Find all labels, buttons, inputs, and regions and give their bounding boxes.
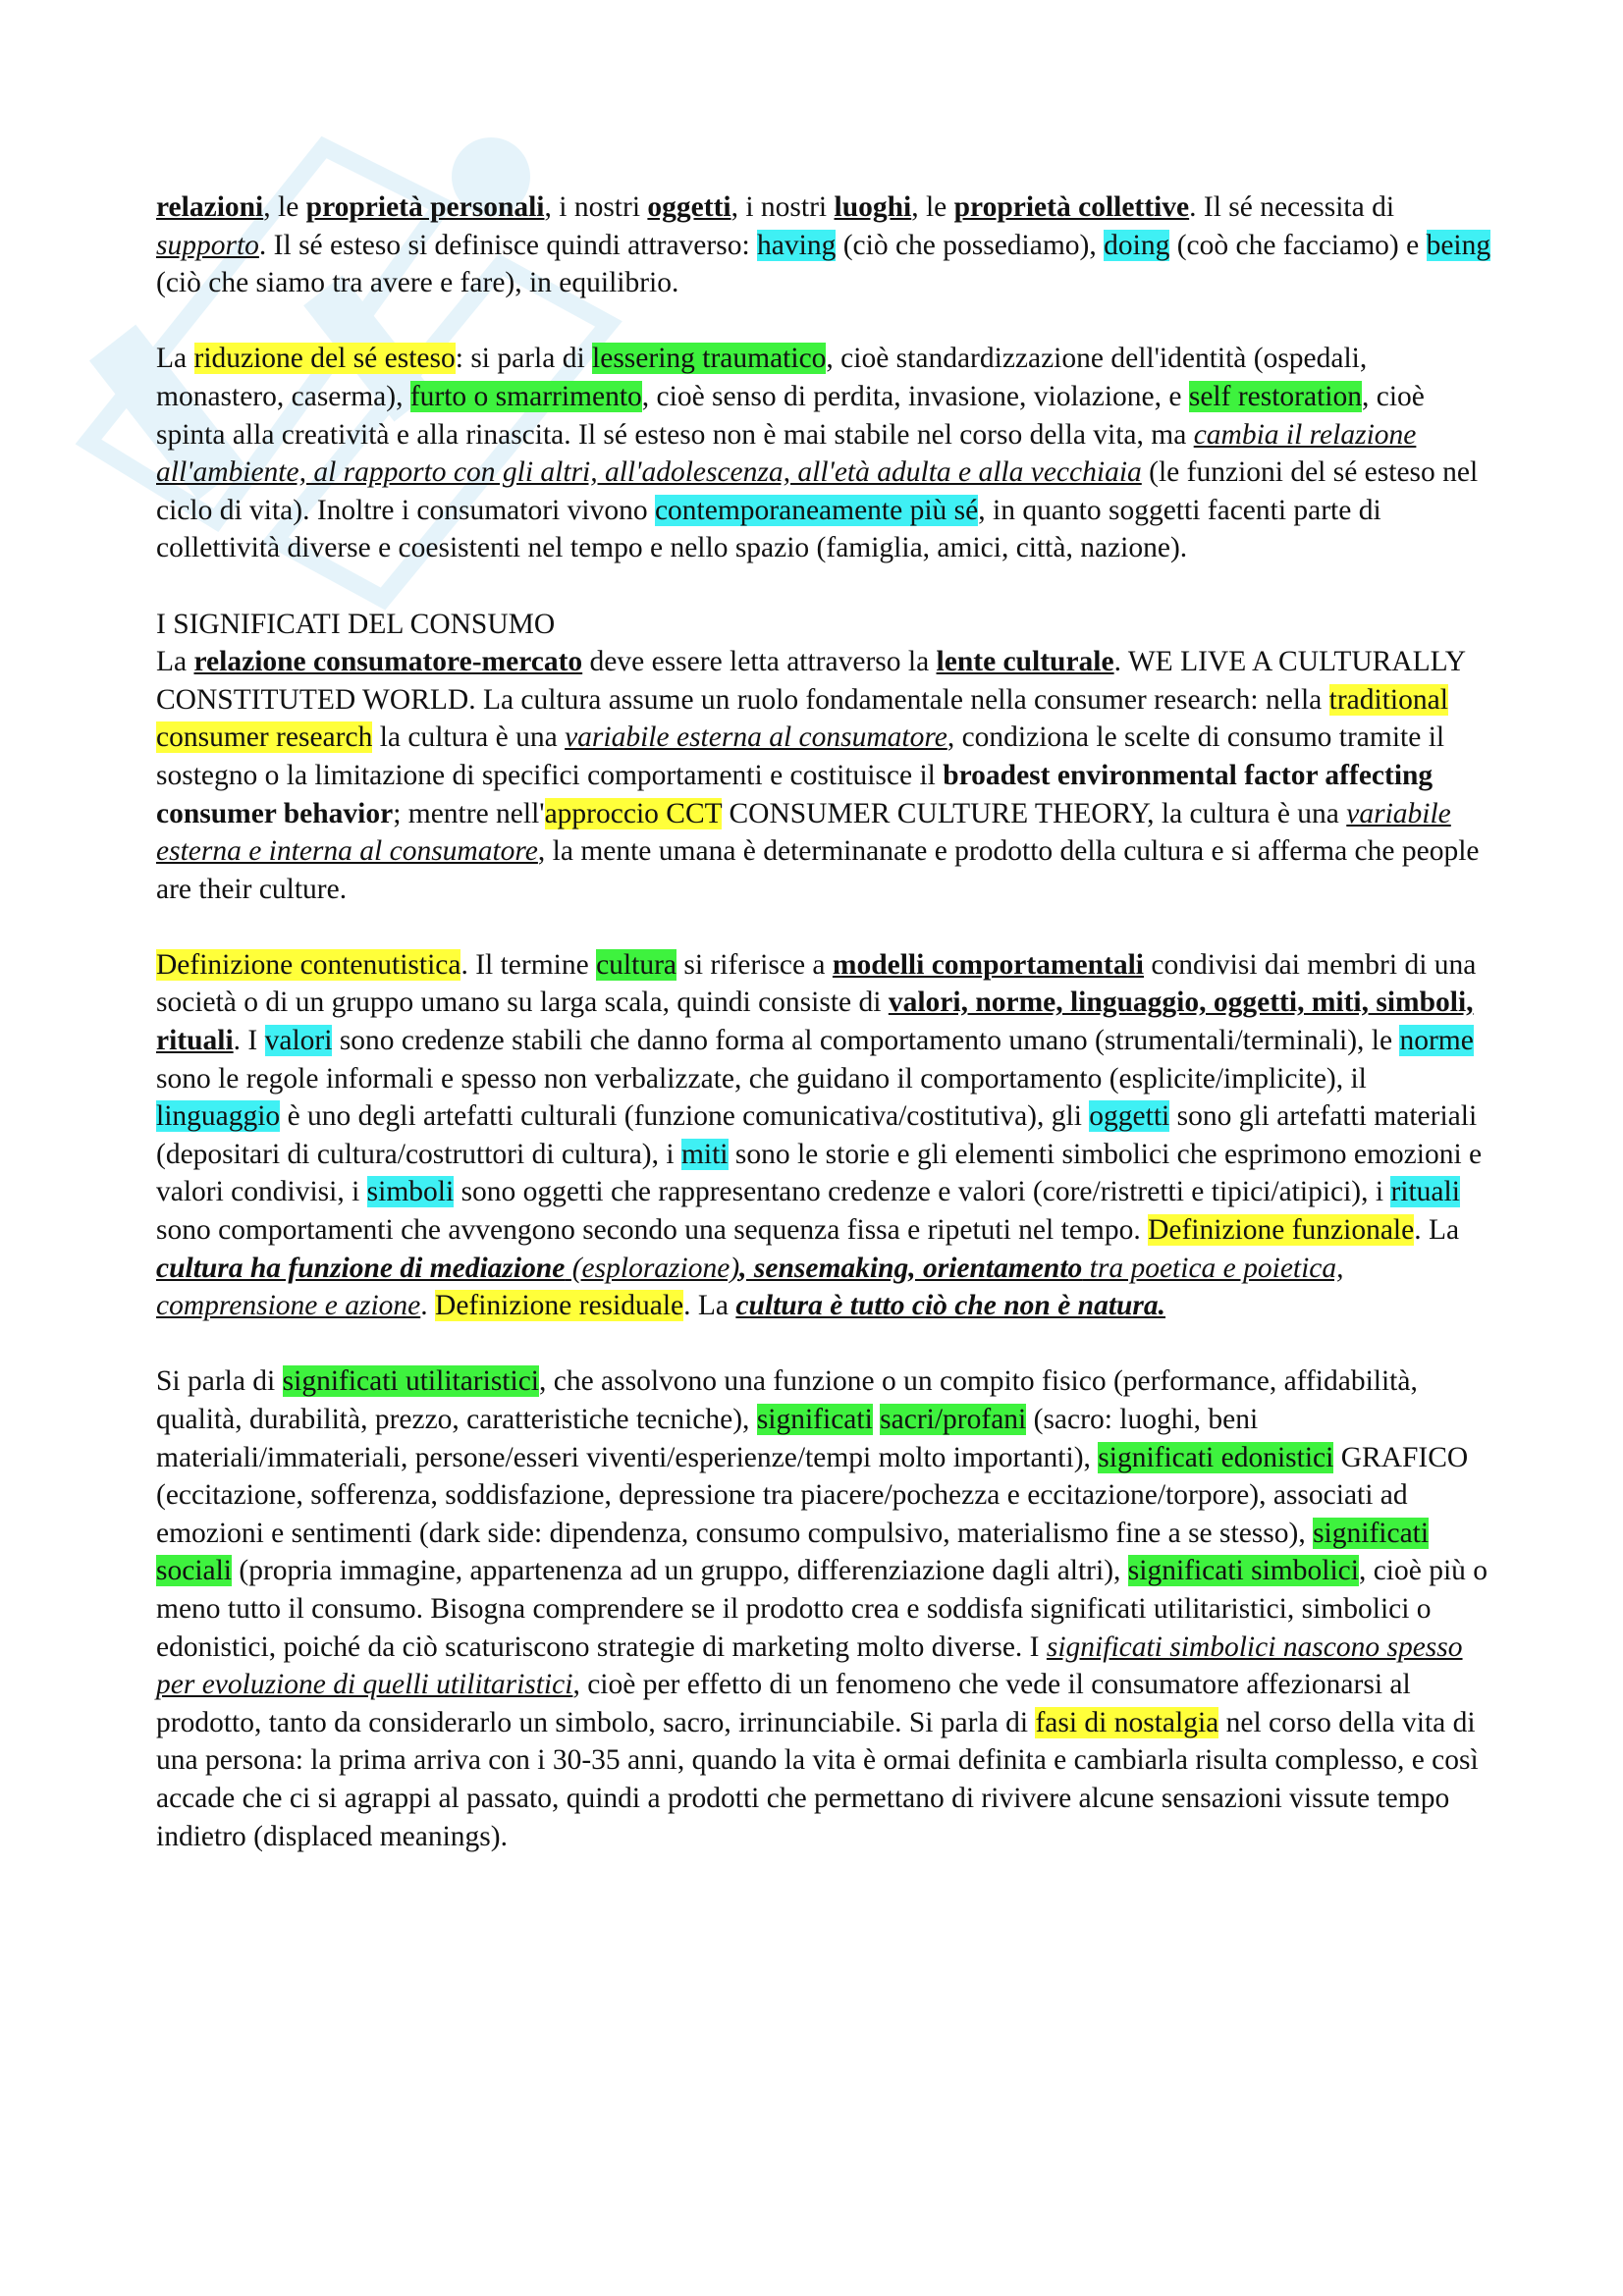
text-run: . Il sé esteso si definisce quindi attraverso: [258,229,758,261]
paragraph-3 [156,606,1491,909]
highlighted-text: valori [264,1025,333,1057]
text-run: . WE LIVE A CULTURALLY CONSTITUTED WORLD. La cultura assume un ruolo fondamentale nella consumer research: nella [156,646,1465,716]
highlighted-text: self restoration [1188,380,1362,412]
emphasized-text: variabile esterna e interna al consumatore [156,797,1451,868]
text-run: GRAFICO (eccitazione, sofferenza, soddisfazione, depressione tra piacere/pochezza e eccitazione/torpore), associati ad emozioni e sentimenti (dark side: dipendenza, consumo compulsivo, materialismo fine a se stesso), [156,1441,1469,1549]
text-run: La [156,343,194,375]
highlighted-text: significati simbolici [1127,1555,1359,1587]
text-run: condivisi dai membri di una società o di un gruppo umano su larga scala, quindi consiste di [156,948,1477,1019]
highlighted-text: cultura [596,948,676,981]
text-run: , cioè spinta alla creatività e alla rinascita. Il sé esteso non è mai stabile nel corso della vita, ma [156,380,1425,451]
emphasized-text: proprietà personali [305,191,545,223]
emphasized-text: variabile esterna al consumatore [565,721,947,754]
text-run: : si parla di [455,343,593,375]
highlighted-text: Definizione residuale [435,1290,684,1322]
highlighted-text: significati [756,1404,873,1435]
text-run: . [420,1290,436,1322]
highlighted-text: fasi di nostalgia [1035,1706,1219,1738]
text-run: La [156,646,194,678]
text-run: sono gli artefatti materiali (depositari di cultura/costruttori di cultura), i [156,1100,1478,1170]
text-run: sono le storie e gli elementi simbolici che esprimono emozioni e valori condivisi, i [156,1138,1483,1208]
emphasized-text: relazioni [156,191,264,223]
text-run: , cioè più o meno tutto il consumo. Bisogna comprendere se il prodotto crea e soddisfa significati utilitaristici, simbolici o edonistici, poiché da ciò scaturiscono strategie di marketing molto diverse. I [156,1555,1488,1663]
highlighted-text: significati sociali [156,1517,1430,1587]
highlighted-text: lessering traumatico [592,343,827,375]
text-run: , la mente umana è determinanate e prodotto della cultura e si afferma che people are their culture. [156,835,1480,905]
emphasized-text: valori, norme, linguaggio, oggetti, miti, simboli, rituali [156,987,1474,1057]
text-run: . La [1414,1214,1460,1247]
paragraph-4 [156,946,1491,1325]
text-run: (propria immagine, appartenenza ad un gruppo, differenziazione dagli altri), [232,1555,1128,1587]
highlighted-text: oggetti [1089,1100,1170,1133]
text-run: . I [233,1025,265,1057]
emphasized-text: luoghi [834,191,912,223]
highlighted-text: doing [1104,229,1170,261]
text-run: . Il sé necessita di [1189,191,1395,223]
emphasized-text: cultura ha funzione di mediazione [156,1252,566,1284]
emphasized-text: (esplorazione) [565,1252,740,1284]
text-run: CONSUMER CULTURE THEORY, la cultura è una [722,797,1347,829]
highlighted-text: significati utilitaristici [282,1365,539,1398]
highlighted-text: riduzione del sé esteso [193,343,456,375]
text-run: . Il termine [460,948,597,981]
text-run: , cioè senso di perdita, invasione, violazione, e [641,380,1189,412]
text-run: è uno degli artefatti culturali (funzione comunicativa/costitutiva), gli [280,1100,1090,1133]
paragraph-5 [156,1362,1491,1855]
highlighted-text: miti [680,1138,729,1170]
highlighted-text: contemporaneamente più sé [654,494,979,526]
highlighted-text: norme [1399,1025,1474,1057]
text-run: Si parla di [156,1365,283,1398]
highlighted-text: traditional consumer research [156,683,1448,754]
highlighted-text: rituali [1390,1176,1460,1208]
paragraph-2 [156,340,1491,567]
text-run: . La [683,1290,736,1322]
text-run: (ciò che possediamo), [836,229,1105,261]
highlighted-text: linguaggio [156,1100,281,1133]
emphasized-text: tra poetica e poietica, comprensione e azione [156,1252,1344,1322]
text-run: sono oggetti che rappresentano credenze e valori (core/ristretti e tipici/atipici), i [454,1176,1391,1208]
emphasized-text: broadest environmental factor affecting consumer behavior [156,759,1434,829]
text-run: sono le regole informali e spesso non verbalizzate, che guidano il comportamento (esplicite/implicite), il [156,1062,1367,1095]
text-run: (ciò che siamo tra avere e fare), in equilibrio. [156,267,679,299]
text-run: , i nostri [544,191,648,223]
text-run: (coò che facciamo) e [1169,229,1427,261]
document-body [156,188,1491,1894]
highlighted-text: approccio CCT [544,797,723,829]
paragraph-1 [156,188,1491,302]
text-run: , le [263,191,306,223]
text-run: deve essere letta attraverso la [582,646,937,678]
emphasized-text: proprietà collettive [953,191,1190,223]
text-run: , che assolvono una funzione o un compito fisico (performance, affidabilità, qualità, durabilità, prezzo, caratteristiche tecniche), [156,1365,1418,1435]
text-run: sono credenze stabili che danno forma al comportamento umano (strumentali/terminali), le [332,1025,1400,1057]
text-run: , cioè standardizzazione dell'identità (ospedali, monastero, caserma), [156,343,1368,412]
emphasized-text: significati simbolici nascono spesso per evoluzione di quelli utilitaristici [156,1630,1463,1701]
emphasized-text: cambia il relazione all'ambiente, al rapporto con gli altri, all'adolescenza, all'età adulta e alla vecchiaia [156,418,1417,489]
emphasized-text: relazione consumatore-mercato [193,646,583,678]
text-run: , in quanto soggetti facenti parte di collettività diverse e coesistenti nel tempo e nello spazio (famiglia, amici, città, nazione). [156,494,1381,564]
emphasized-text: , sensemaking, orientamento [739,1252,1083,1284]
text-run: ; mentre nell' [393,797,545,829]
text-run: nel corso della vita di una persona: la prima arriva con i 30-35 anni, quando la vita è ormai definita e cambiarla risulta complesso, e così accade che ci si agrappi al passato, quindi a prodotti che permettano di rivivere alcune sensazioni vissute tempo indietro (displaced meanings). [156,1706,1479,1852]
text-run: , condiziona le scelte di consumo tramite il sostegno o la limitazione di specifici comportamenti e costituisce il [156,721,1445,791]
highlighted-text: being [1426,229,1491,261]
emphasized-text: supporto [156,229,259,261]
highlighted-text: significati edonistici [1098,1441,1334,1473]
highlighted-text: Definizione contenutistica [156,948,461,981]
text-run: I SIGNIFICATI DEL CONSUMO [156,608,556,640]
emphasized-text: oggetti [647,191,731,223]
emphasized-text: cultura è tutto ciò che non è natura. [735,1290,1166,1322]
emphasized-text: lente culturale [936,646,1114,678]
highlighted-text: Definizione funzionale [1148,1214,1415,1247]
text-run: , cioè per effetto di un fenomeno che vede il consumatore affezionarsi al prodotto, tanto da considerarlo un simbolo, sacro, irrinunciabile. Si parla di [156,1669,1411,1738]
text-run: la cultura è una [372,721,566,754]
highlighted-text: simboli [366,1176,455,1208]
text-run: si riferisce a [676,948,833,981]
text-run: , i nostri [730,191,835,223]
text-run: , le [911,191,954,223]
text-run: (le funzioni del sé esteso nel ciclo di vita). Inoltre i consumatori vivono [156,456,1479,526]
highlighted-text: sacri/profani [880,1404,1027,1435]
text-run: (sacro: luoghi, beni materiali/immateriali, persone/esseri viventi/esperienze/tempi molto importanti), [156,1404,1259,1473]
text-run: sono comportamenti che avvengono secondo una sequenza fissa e ripetuti nel tempo. [156,1214,1149,1247]
emphasized-text: modelli comportamentali [832,948,1144,981]
highlighted-text: furto o smarrimento [409,380,642,412]
highlighted-text: having [757,229,837,261]
